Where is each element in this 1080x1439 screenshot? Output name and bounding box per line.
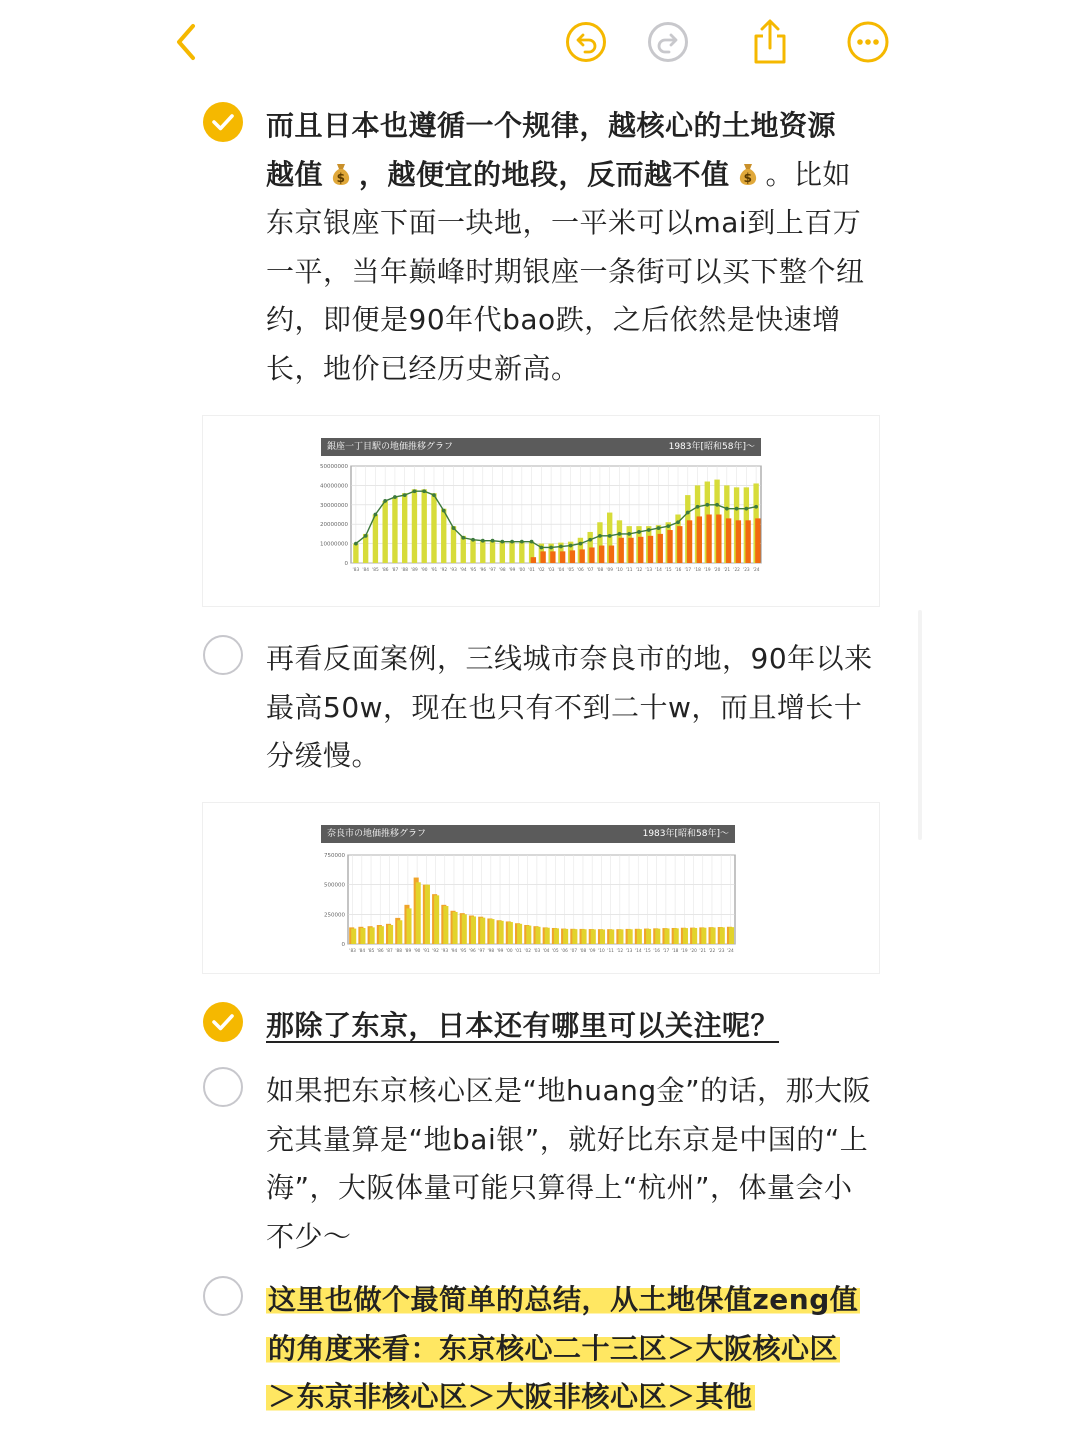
x-tick-label: '22	[708, 949, 716, 954]
series-point	[598, 534, 602, 538]
series-point	[637, 530, 641, 534]
chart-bar	[531, 557, 536, 563]
x-tick-label: '85	[372, 568, 379, 573]
chart-bar	[519, 542, 524, 563]
series-point	[491, 539, 495, 543]
x-tick-label: '84	[358, 949, 366, 954]
x-tick-label: '12	[616, 949, 624, 954]
series-point	[413, 489, 417, 493]
chart-bar	[360, 928, 365, 944]
item-bold-text: 越值	[266, 157, 324, 191]
chart-bar	[508, 922, 513, 944]
chart-bar	[517, 924, 522, 944]
y-tick-label: 500000	[324, 882, 345, 889]
checklist-item-heading[interactable]: 那除了东京，日本还有哪里可以关注呢？	[266, 1009, 780, 1042]
x-tick-label: '23	[717, 949, 725, 954]
chart-bar	[461, 536, 466, 563]
x-tick-label: '05	[567, 568, 574, 573]
chart-bar	[373, 515, 378, 564]
x-tick-label: '23	[743, 568, 750, 573]
chart-bar	[755, 518, 760, 563]
chart-bar	[353, 544, 358, 563]
undo-icon	[565, 21, 607, 63]
x-tick-label: '14	[655, 568, 662, 573]
x-tick-label: '06	[577, 568, 584, 573]
chart-bar	[554, 928, 559, 944]
ginza-land-price-chart-image	[202, 415, 880, 607]
chart-bar	[388, 925, 393, 944]
chart-title: 奈良市の地価推移グラフ	[327, 829, 427, 839]
more-button[interactable]	[846, 20, 890, 64]
chart-bar	[563, 929, 568, 944]
series-point	[588, 538, 592, 542]
chart-bar	[545, 928, 550, 944]
x-tick-label: '20	[713, 568, 721, 573]
x-tick-label: '17	[662, 949, 670, 954]
checkmark-icon	[203, 102, 243, 142]
series-point	[422, 489, 426, 493]
chart-bar	[687, 520, 692, 563]
series-point	[744, 507, 748, 511]
x-tick-label: '15	[664, 568, 672, 573]
series-point	[696, 505, 700, 509]
x-tick-label: '04	[557, 568, 565, 573]
x-tick-label: '00	[505, 949, 513, 954]
x-tick-label: '92	[432, 949, 439, 954]
series-point	[432, 493, 436, 497]
series-point	[715, 503, 719, 507]
x-tick-label: '91	[422, 949, 430, 954]
x-tick-label: '17	[684, 568, 692, 573]
chart-bar	[363, 534, 368, 563]
x-tick-label: '16	[653, 949, 661, 954]
x-tick-label: '99	[496, 949, 504, 954]
x-tick-label: '05	[551, 949, 559, 954]
chart-bar	[711, 928, 716, 944]
x-tick-label: '18	[671, 949, 679, 954]
share-icon	[750, 18, 790, 66]
y-tick-label: 30000000	[320, 502, 348, 509]
series-point	[452, 526, 456, 530]
x-tick-label: '10	[598, 949, 605, 954]
series-point	[393, 495, 397, 499]
x-tick-label: '90	[413, 949, 421, 954]
chart-bar	[392, 497, 397, 563]
chart-bar	[490, 541, 495, 563]
x-tick-label: '15	[644, 949, 651, 954]
highlighted-text: ＞东京非核心区＞大阪非核心区＞其他	[268, 1380, 753, 1413]
checklist-item-text[interactable]: 再看反面案例，三线城市奈良市的地，90年以来最高50w，现在也只有不到二十w，而且增长十分缓慢。	[266, 642, 873, 772]
chart-bar	[619, 538, 624, 563]
series-point	[539, 546, 543, 550]
y-tick-label: 750000	[324, 853, 345, 859]
chart-bar	[655, 929, 660, 944]
chart-bar	[540, 551, 545, 563]
series-point	[471, 538, 475, 542]
chart-bar	[638, 537, 643, 563]
series-point	[676, 520, 680, 524]
series-point	[530, 540, 534, 544]
x-tick-label: '84	[362, 568, 369, 573]
chart-bar	[582, 929, 587, 944]
x-tick-label: '89	[411, 568, 418, 573]
chart-bar	[701, 928, 706, 944]
chart-bar	[425, 885, 430, 944]
x-tick-label: '10	[616, 568, 623, 573]
series-point	[627, 532, 631, 536]
chart-bar	[683, 928, 688, 944]
x-tick-label: '95	[469, 568, 477, 573]
x-tick-label: '96	[469, 949, 476, 954]
item-bold-text: ，越便宜的地段，反而越不值	[359, 157, 730, 191]
x-tick-label: '13	[645, 568, 653, 573]
chart-bar	[658, 534, 663, 563]
chart-bar	[600, 930, 605, 944]
chart-bar	[441, 509, 446, 563]
item-text: 如东京银座下面一块地，一平米可以mai到上百万一平，当年巅峰时期银座一条街可以买下整个纽约，即便是90年代bao跌，之后依然是快速增长，地价已经历史新高。	[266, 157, 865, 385]
chart-subtitle: 1983年[昭和58年]～	[668, 442, 755, 452]
checklist-item-summary[interactable]	[266, 1276, 876, 1422]
series-point	[442, 509, 446, 513]
chart-bar	[535, 927, 540, 944]
series-point	[354, 542, 358, 546]
chart-bar	[664, 928, 669, 944]
y-tick-label: 0	[344, 561, 348, 567]
item-bold-line: 而且日本也遵循一个规律，越核心的土地资源	[266, 109, 837, 142]
highlighted-text: 这里也做个最简单的总结，从土地保值zeng值	[268, 1283, 859, 1316]
chart-bar	[526, 926, 531, 944]
x-tick-label: '02	[538, 568, 545, 573]
y-tick-label: 250000	[324, 912, 345, 919]
back-button[interactable]	[164, 20, 208, 64]
series-point	[579, 542, 583, 546]
checklist-checkbox-checked[interactable]	[203, 102, 243, 142]
x-tick-label: '24	[752, 568, 760, 573]
checklist-item-text[interactable]: 如果把东京核心区是“地huang金”的话，那大阪充其量算是“地bai银”，就好比东京是中国的“上海”，大阪体量可能只算得上“杭州”，体量会小不少～	[266, 1074, 872, 1253]
series-point	[403, 493, 407, 497]
series-point	[374, 513, 378, 517]
chart-bar	[431, 493, 436, 563]
chart-bar	[480, 918, 485, 944]
series-point	[686, 511, 690, 515]
x-tick-label: '83	[349, 949, 356, 954]
checklist-checkbox-unchecked[interactable]	[203, 635, 243, 675]
x-tick-label: '16	[674, 568, 682, 573]
x-tick-label: '18	[694, 568, 701, 573]
x-tick-label: '83	[352, 568, 360, 573]
chart-bar	[646, 929, 651, 944]
x-tick-label: '93	[441, 949, 449, 954]
chart-bar	[726, 518, 731, 563]
chart-bar	[499, 921, 504, 944]
chart-bar	[451, 526, 456, 563]
x-tick-label: '93	[450, 568, 457, 573]
highlighted-text: 的角度来看：东京核心二十三区＞大阪核心区	[268, 1331, 839, 1365]
chart-bar	[480, 541, 485, 563]
chart-bar	[628, 538, 633, 563]
svg-text:$: $	[743, 170, 752, 185]
x-tick-label: '19	[703, 568, 711, 573]
chart-bar	[609, 546, 614, 563]
chart-bar	[351, 929, 356, 944]
x-tick-label: '22	[733, 568, 740, 573]
chart-bar	[677, 526, 682, 563]
x-tick-label: '86	[376, 949, 384, 954]
x-tick-label: '03	[547, 568, 555, 573]
series-point	[705, 503, 709, 507]
series-point	[481, 539, 485, 543]
series-point	[559, 545, 563, 549]
series-point	[657, 526, 661, 530]
x-tick-label: '14	[634, 949, 642, 954]
undo-button[interactable]	[564, 20, 608, 64]
x-tick-label: '89	[404, 949, 412, 954]
x-tick-label: '87	[386, 949, 393, 954]
chart-bar	[729, 927, 734, 944]
more-icon	[846, 20, 890, 64]
series-point	[618, 532, 622, 536]
redo-icon	[647, 21, 689, 63]
x-tick-label: '98	[498, 568, 506, 573]
series-point	[608, 534, 612, 538]
chart-bar	[667, 530, 672, 563]
checklist-checkbox-checked[interactable]	[203, 1002, 243, 1042]
chart-bar	[570, 550, 575, 563]
y-tick-label: 40000000	[320, 483, 348, 490]
chart-bar	[589, 547, 594, 563]
chart-bar	[609, 930, 614, 944]
x-tick-label: '09	[588, 949, 596, 954]
chart-bar	[422, 489, 427, 563]
scrollbar[interactable]	[918, 610, 922, 840]
series-point	[510, 540, 514, 544]
chart-bar	[560, 551, 565, 563]
x-tick-label: '97	[489, 568, 496, 573]
series-point	[647, 528, 651, 532]
x-tick-label: '95	[459, 949, 467, 954]
x-tick-label: '04	[542, 949, 550, 954]
x-tick-label: '94	[450, 949, 458, 954]
x-tick-label: '91	[430, 568, 438, 573]
x-tick-label: '90	[420, 568, 428, 573]
chart-bar	[674, 928, 679, 944]
chart-bar	[692, 928, 697, 944]
chart-bar	[648, 536, 653, 563]
x-tick-label: '03	[533, 949, 541, 954]
chart-bar	[402, 493, 407, 563]
x-tick-label: '11	[625, 568, 633, 573]
x-tick-label: '98	[487, 949, 495, 954]
series-point	[500, 540, 504, 544]
chart-bar	[745, 520, 750, 563]
x-tick-label: '11	[607, 949, 614, 954]
y-tick-label: 0	[341, 942, 345, 948]
nara-land-price-chart-image	[202, 802, 880, 974]
chart-bar	[591, 929, 596, 944]
chart-bar	[697, 516, 702, 563]
x-tick-label: '12	[635, 568, 643, 573]
x-tick-label: '13	[625, 949, 633, 954]
chart-bar	[379, 926, 384, 944]
chart-bar	[599, 546, 604, 563]
x-tick-label: '94	[459, 568, 467, 573]
x-tick-label: '08	[596, 568, 604, 573]
chart-bar	[572, 929, 577, 944]
x-tick-label: '21	[699, 949, 707, 954]
x-tick-label: '87	[391, 568, 399, 573]
series-point	[520, 540, 524, 544]
chart-bar	[509, 542, 514, 563]
series-point	[383, 499, 387, 503]
x-tick-label: '02	[524, 949, 532, 954]
x-tick-label: '01	[528, 568, 535, 573]
chart-bar	[618, 929, 623, 944]
chart-bar	[397, 920, 402, 944]
share-button[interactable]	[748, 20, 792, 64]
series-point	[549, 546, 553, 550]
x-tick-label: '88	[395, 949, 403, 954]
chart-bar	[628, 929, 633, 944]
chart-bar	[720, 927, 725, 944]
item-text: 。比	[765, 157, 823, 191]
chart-bar	[500, 542, 505, 563]
chart-bar	[453, 912, 458, 944]
chart-bar	[579, 549, 584, 563]
x-tick-label: '97	[478, 949, 485, 954]
checklist-checkbox-unchecked[interactable]	[203, 1067, 243, 1107]
chart-title: 銀座一丁目駅の地価推移グラフ	[327, 442, 454, 452]
checklist-item-text[interactable]	[266, 102, 876, 393]
chart-bar	[471, 916, 476, 944]
chart-subtitle: 1983年[昭和58年]～	[642, 829, 729, 839]
chart-bar	[716, 515, 721, 564]
y-tick-label: 10000000	[320, 541, 348, 548]
series-point	[735, 507, 739, 511]
y-tick-label: 50000000	[320, 464, 348, 470]
chart-bar	[370, 927, 375, 944]
checklist-checkbox-unchecked[interactable]	[203, 1276, 243, 1316]
redo-button[interactable]	[646, 20, 690, 64]
chart-bar	[434, 895, 439, 944]
x-tick-label: '21	[723, 568, 731, 573]
x-tick-label: '09	[606, 568, 614, 573]
x-tick-label: '85	[367, 949, 375, 954]
chart-bar	[412, 489, 417, 563]
checkmark-icon	[203, 1002, 243, 1042]
x-tick-label: '88	[401, 568, 409, 573]
series-point	[666, 524, 670, 528]
chart-bar	[736, 520, 741, 563]
chart-bar	[416, 882, 421, 944]
previous-content-fragment	[268, 0, 276, 22]
chart-bar	[637, 929, 642, 944]
x-tick-label: '96	[479, 568, 487, 573]
x-tick-label: '07	[570, 949, 578, 954]
x-tick-label: '00	[518, 568, 526, 573]
x-tick-label: '24	[727, 949, 734, 954]
chart-bar	[382, 501, 387, 563]
series-point	[364, 534, 368, 538]
x-tick-label: '20	[690, 949, 697, 954]
series-point	[725, 507, 729, 511]
chart-bar	[489, 919, 494, 944]
x-tick-label: '07	[586, 568, 594, 573]
money-bag-icon	[734, 160, 762, 188]
money-bag-icon	[327, 160, 355, 188]
chart-bar	[406, 908, 411, 944]
x-tick-label: '06	[561, 949, 568, 954]
svg-text:$: $	[336, 170, 346, 185]
chart-bar	[443, 906, 448, 944]
series-point	[461, 536, 465, 540]
chart-bar	[470, 540, 475, 563]
x-tick-label: '99	[508, 568, 516, 573]
series-point	[569, 544, 573, 548]
chart-bar	[550, 551, 555, 563]
ginza-chart-plot	[203, 416, 879, 606]
y-tick-label: 20000000	[320, 522, 348, 529]
x-tick-label: '08	[579, 949, 587, 954]
chart-bar	[462, 914, 467, 944]
series-point	[754, 505, 758, 509]
x-tick-label: '86	[381, 568, 389, 573]
chart-bar	[706, 515, 711, 564]
nara-chart-plot	[203, 803, 879, 973]
x-tick-label: '92	[440, 568, 448, 573]
back-chevron-icon	[171, 22, 201, 62]
x-tick-label: '19	[680, 949, 688, 954]
x-tick-label: '01	[515, 949, 522, 954]
